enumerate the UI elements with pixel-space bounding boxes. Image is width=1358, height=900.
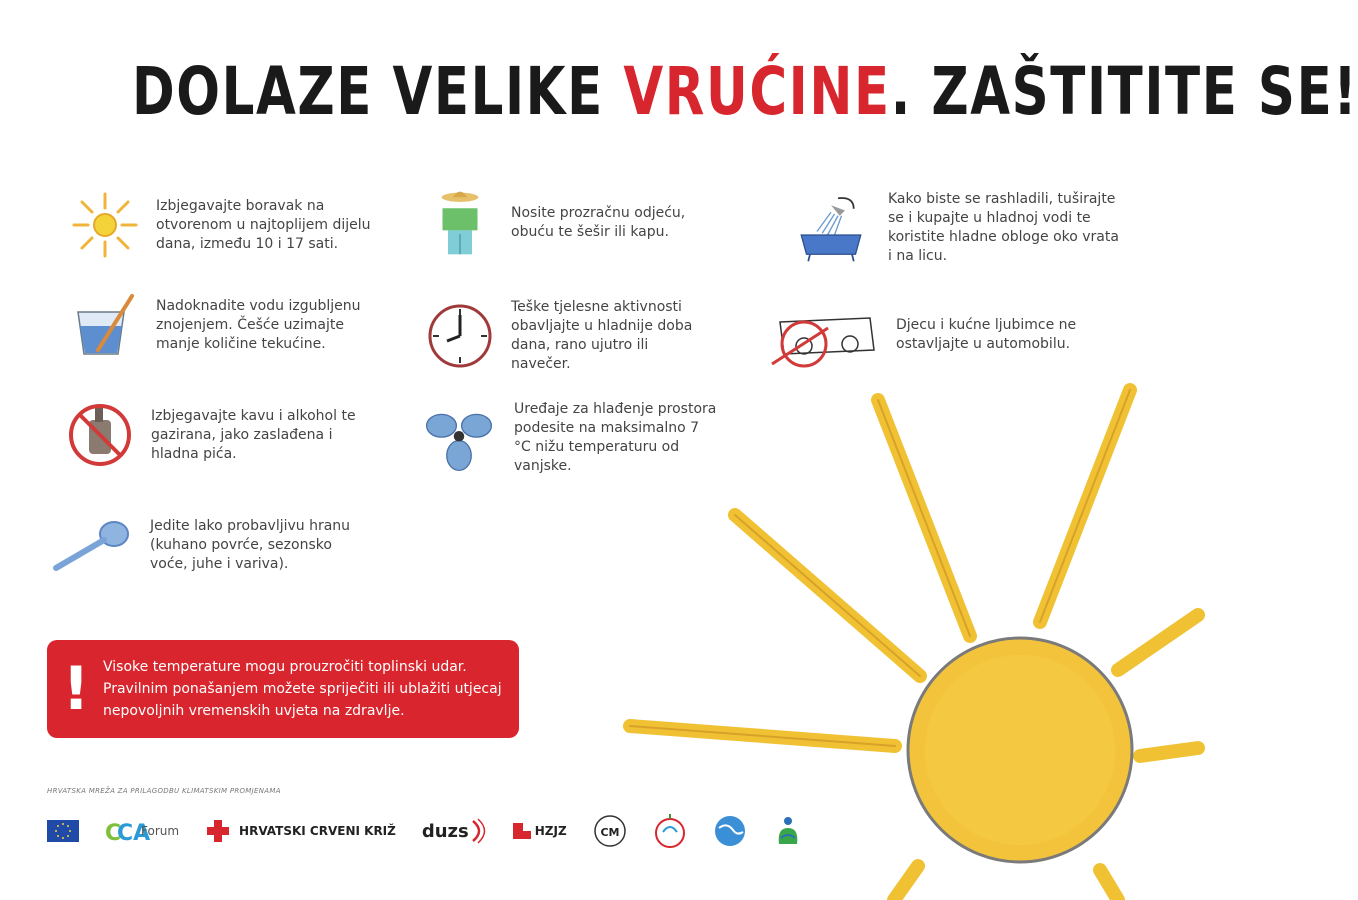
tip-car-safety: [770, 300, 1150, 370]
partner-logos: [47, 808, 877, 854]
network-label: HRVATSKA MREŽA ZA PRILAGODBU KLIMATSKIM PROMJENAMA: [47, 787, 281, 795]
hzjz-logo[interactable]: HZJZ: [513, 821, 567, 841]
apple-logo[interactable]: [653, 814, 687, 848]
globe-logo[interactable]: [713, 814, 747, 848]
title-highlight: VRUĆINE: [623, 53, 891, 130]
spoon-icon: [50, 510, 134, 580]
svg-text:C: C: [105, 821, 122, 846]
tip-text: Uređaje za hlađenje prostora podesite na maksimalno 7 °C nižu temperaturu od vanjske.: [514, 401, 717, 474]
tip-hydrate: [70, 290, 400, 360]
tip-cool-shower: [790, 190, 1170, 266]
tip-text: Kako biste se rashladili, tuširajte se i kupajte u hladnoj vodi te koristite hladne obloge oko vrata i na licu.: [888, 191, 1119, 264]
no-car-icon: [770, 300, 880, 370]
tip-clothing: [425, 188, 725, 258]
exclamation-icon: !: [62, 654, 90, 724]
svg-text:CM: CM: [600, 826, 620, 839]
water-glass-icon: [70, 290, 140, 360]
eu-flag-logo[interactable]: [47, 820, 79, 842]
no-drinks-icon: [65, 400, 135, 470]
red-cross-logo[interactable]: HRVATSKI CRVENI KRIŽ: [205, 818, 396, 844]
shower-bathtub-icon: [790, 193, 872, 263]
tip-light-food: [50, 510, 380, 580]
tip-text: Jedite lako probavljivu hranu (kuhano povrće, sezonsko voće, juhe i variva).: [150, 517, 351, 572]
duzs-logo[interactable]: duzs: [422, 818, 487, 844]
cm-logo[interactable]: [593, 814, 627, 848]
alert-text: Visoke temperature mogu prouzročiti toplinski udar. Pravilnim ponašanjem možete spriječiti ili ublažiti utjecaj nepovoljnih vremenskih uvjeta na zdravlje.: [103, 659, 502, 719]
clock-icon: [425, 301, 495, 371]
green-figure-logo[interactable]: [773, 814, 803, 848]
tip-text: Izbjegavajte kavu i alkohol te gazirana, jako zaslađena i hladna pića.: [151, 407, 356, 462]
cca-forum-logo[interactable]: C CA Forum: [105, 821, 180, 846]
tip-text: Nadoknadite vodu izgubljenu znojenjem. Češće uzimajte manje količine tekućine.: [156, 297, 361, 352]
tip-text: Teške tjelesne aktivnosti obavljajte u hladnije doba dana, rano ujutro ili navečer.: [511, 299, 693, 372]
tip-text: Izbjegavajte boravak na otvorenom u najtoplijem dijelu dana, između 10 i 17 sati.: [156, 197, 371, 252]
clothing-hat-icon: [425, 188, 495, 258]
page-title: DOLAZE VELIKE VRUĆINE. ZAŠTITITE SE!: [132, 53, 1358, 130]
tip-avoid-outdoors: [70, 190, 400, 260]
fan-icon: [420, 403, 498, 473]
sun-icon: [70, 190, 140, 260]
tip-avoid-drinks: [65, 400, 395, 470]
svg-text:CA: CA: [117, 821, 151, 846]
tip-text: Djecu i kućne ljubimce ne ostavljajte u automobilu.: [896, 317, 1077, 352]
heatstroke-alert: [47, 640, 519, 738]
tip-activity-timing: [425, 298, 725, 374]
tip-text: Nosite prozračnu odjeću, obuću te šešir ili kapu.: [511, 205, 686, 240]
